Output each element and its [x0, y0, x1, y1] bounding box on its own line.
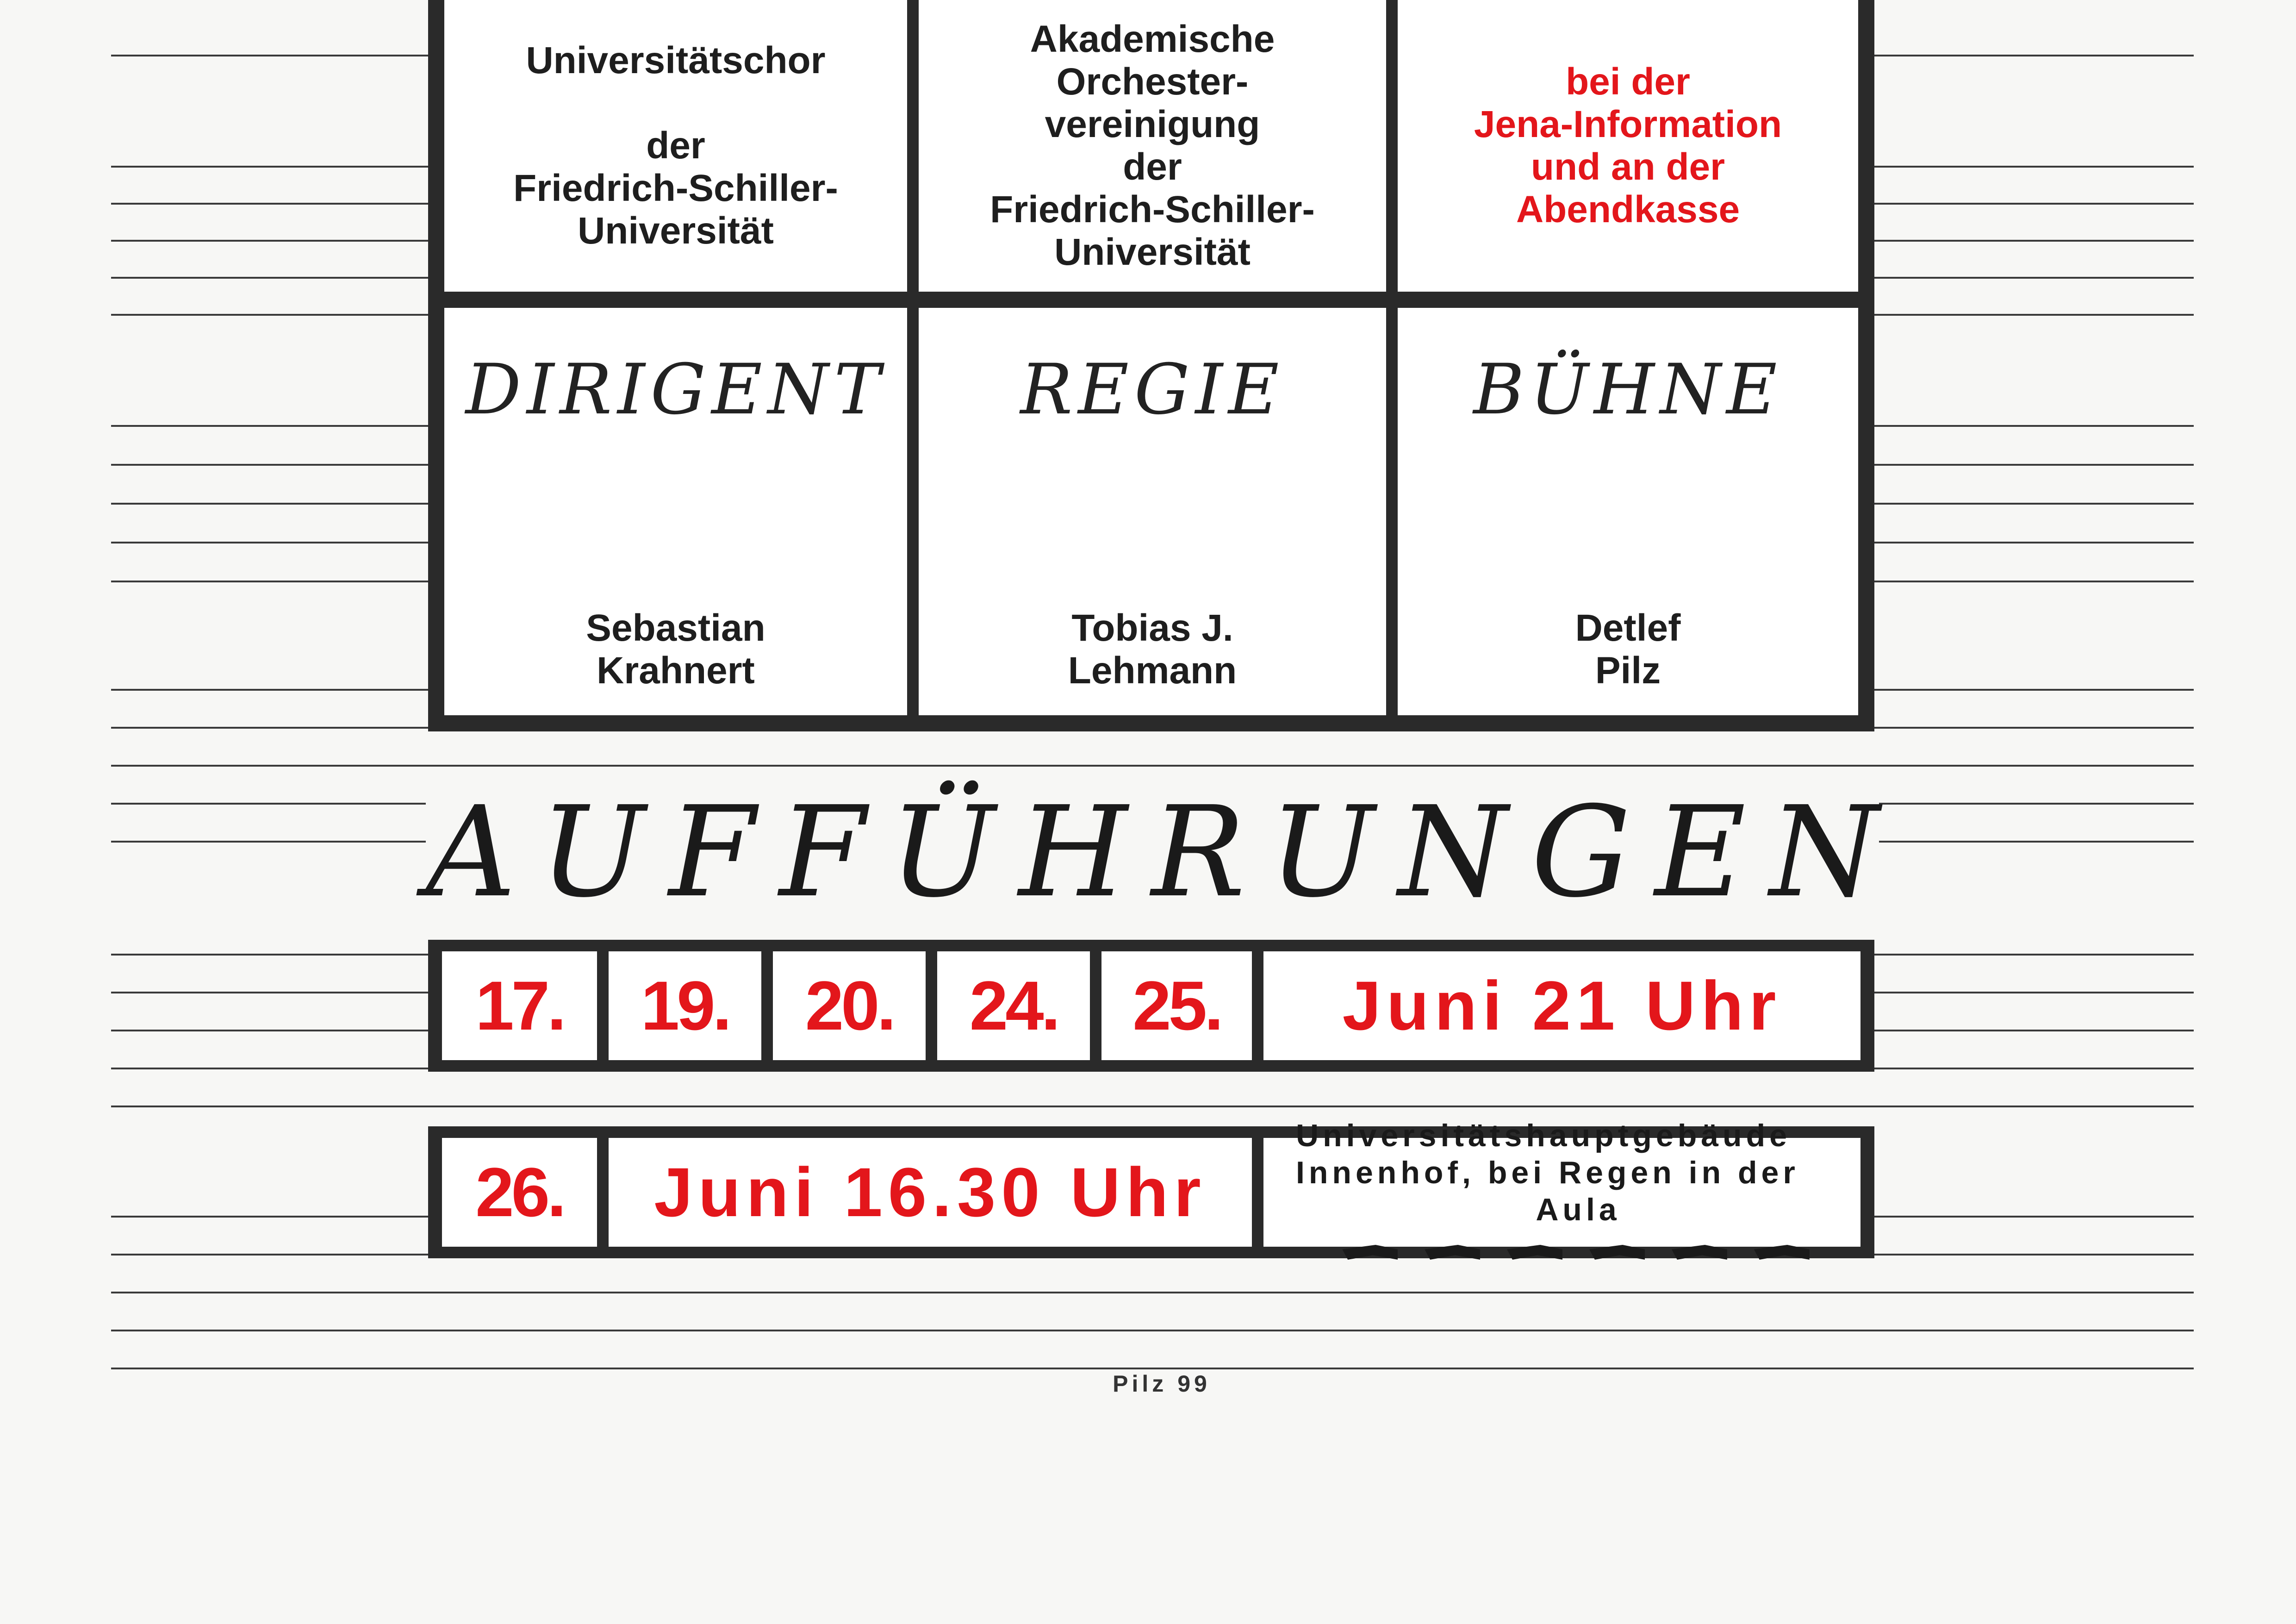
date-cell: 20. [773, 951, 926, 1060]
venue-line: Aula [1536, 1192, 1621, 1227]
dates-row-2 [428, 1118, 1874, 1258]
person-last-name: Pilz [1595, 650, 1661, 692]
mortarboard-icon [1425, 1245, 1480, 1260]
credits-grid [428, 0, 1874, 731]
date-cell: 17. [442, 951, 597, 1060]
artist-signature: Pilz 99 [1113, 1371, 1211, 1397]
date-cell: 25. [1101, 951, 1252, 1060]
date-cell: 26. [442, 1138, 597, 1247]
dates-row-1 [428, 940, 1874, 1072]
person-name [444, 607, 907, 692]
headline-letter: H [1018, 779, 1128, 925]
mortarboard-icon [1507, 1245, 1562, 1260]
tickets-line: Jena-Information [1474, 103, 1782, 145]
role-cell-conductor [444, 308, 907, 715]
role-title: DIRIGENT [465, 350, 886, 430]
orchestra-line: Universität [1054, 231, 1251, 273]
mortarboard-icon [1672, 1245, 1727, 1260]
headline-letter: F [669, 779, 756, 925]
mortarboard-icon [1342, 1245, 1398, 1260]
headline-letter: Ü [890, 779, 995, 925]
role-title: REGIE [1020, 350, 1285, 430]
choir-line: Universität [578, 210, 774, 252]
headline-letter: N [1398, 779, 1508, 925]
venue-line: Universitätshauptgebäude [1296, 1118, 1791, 1153]
person-last-name: Krahnert [597, 650, 755, 692]
date-time-label: Juni 16.30 Uhr [609, 1138, 1252, 1247]
mortarboard-icon [1754, 1245, 1810, 1260]
headline-letter: E [1655, 779, 1746, 925]
orchestra-line: Friedrich-Schiller- [990, 188, 1315, 231]
person-name [919, 607, 1386, 692]
role-title: BÜHNE [1473, 350, 1783, 430]
headline-letter: R [1151, 779, 1245, 925]
date-cell: 19. [609, 951, 761, 1060]
choir-line: Universitätschor [526, 39, 826, 81]
orchestra-line: Akademische [1030, 18, 1275, 60]
person-first-name: Detlef [1575, 607, 1681, 649]
mortarboard-icon [1589, 1245, 1645, 1260]
person-first-name: Tobias J. [1071, 607, 1233, 649]
info-cell-choir [444, 0, 907, 292]
staff-line [111, 1368, 2194, 1369]
orchestra-line: der [1123, 146, 1182, 188]
staff-line [111, 765, 2194, 767]
date-time-label: Juni 21 Uhr [1263, 951, 1860, 1060]
info-cell-orchestra [919, 0, 1386, 292]
choir-line: der [646, 125, 705, 167]
headline-letter: A [426, 779, 516, 925]
headline-letter: F [779, 779, 866, 925]
date-cell: 24. [937, 951, 1090, 1060]
venue-cell [1263, 1118, 1860, 1247]
mortarboard-icons [1342, 1230, 1823, 1268]
person-last-name: Lehmann [1068, 650, 1237, 692]
info-cell-tickets [1398, 0, 1858, 292]
headline-letter: G [1531, 779, 1631, 925]
headline-auffuehrungen [426, 779, 1879, 925]
orchestra-line: vereinigung [1045, 103, 1260, 145]
role-cell-director [919, 308, 1386, 715]
role-cell-stage [1398, 308, 1858, 715]
headline-letter: N [1769, 779, 1879, 925]
venue-line-last [1296, 1191, 1860, 1268]
staff-line [111, 1106, 2194, 1107]
person-first-name: Sebastian [586, 607, 765, 649]
tickets-line: und an der [1531, 146, 1725, 188]
tickets-line: Abendkasse [1516, 188, 1740, 231]
headline-letter: U [1269, 779, 1375, 925]
choir-line: Friedrich-Schiller- [513, 167, 838, 209]
orchestra-line: Orchester- [1056, 61, 1249, 103]
staff-line [111, 1330, 2194, 1331]
person-name [1398, 607, 1858, 692]
staff-line [111, 1292, 2194, 1293]
headline-letter: U [540, 779, 645, 925]
venue-line: Innenhof, bei Regen in der [1296, 1155, 1799, 1190]
tickets-line: bei der [1566, 61, 1690, 103]
